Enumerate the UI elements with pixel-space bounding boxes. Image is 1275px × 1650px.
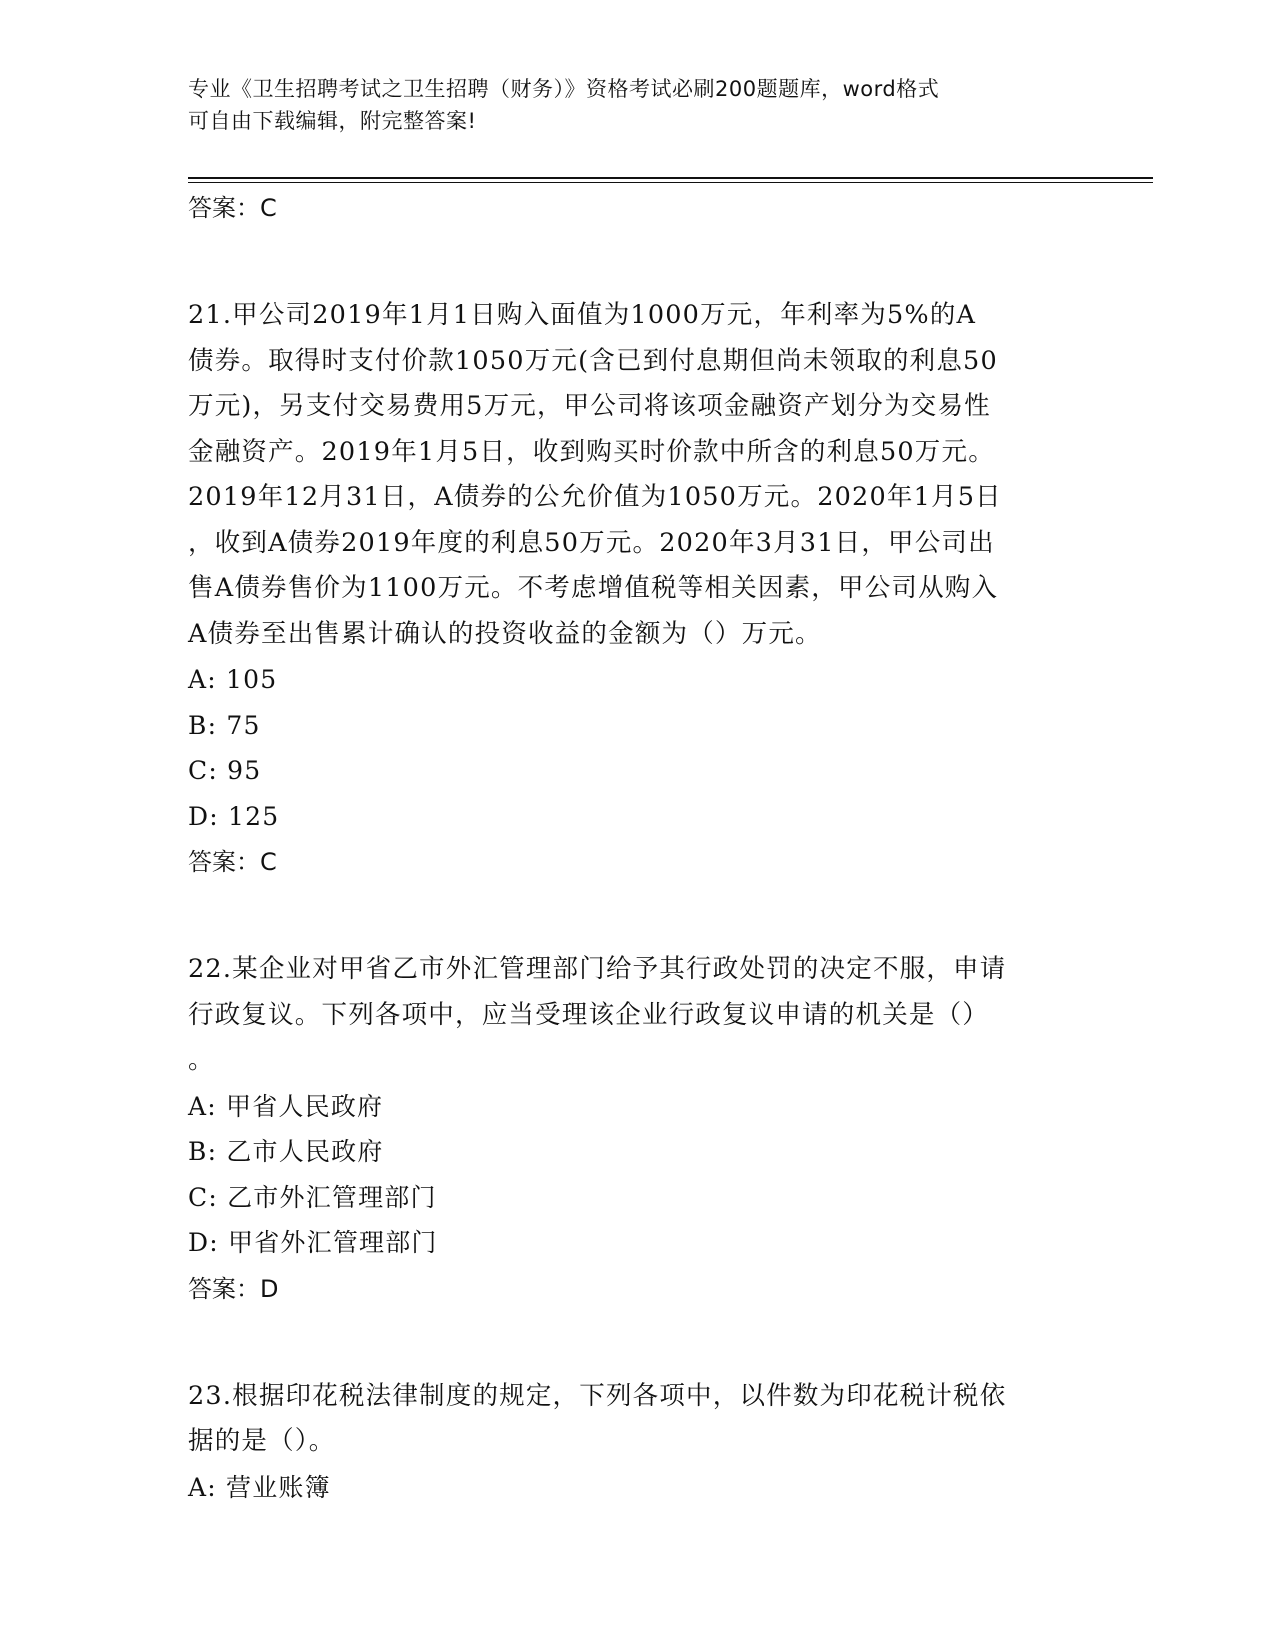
question-21: [188, 293, 1088, 885]
question-text-line: ，收到A债券2019年度的利息50万元。2020年3月31日，甲公司出: [188, 527, 995, 558]
option-c: C: 乙市外汇管理部门: [188, 1182, 437, 1212]
question-text-line: A债券至出售累计确认的投资收益的金额为（）万元。: [188, 618, 822, 649]
option-d: D: 甲省外汇管理部门: [188, 1228, 438, 1257]
question-text-line: 售A债券售价为1100万元。不考虑增值税等相关因素，甲公司从购入: [188, 573, 999, 603]
question-text-line: 22.某企业对甲省乙市外汇管理部门给予其行政处罚的决定不服，申请: [188, 954, 1007, 984]
option-d: D: 125: [188, 801, 280, 831]
option-a: A: 105: [188, 665, 278, 694]
answer-line: 答案：C: [188, 194, 277, 222]
header-line-1: 专业《卫生招聘考试之卫生招聘（财务）》资格考试必刷200题题库，word格式: [188, 77, 940, 101]
header-divider-thick: [188, 177, 1153, 179]
question-text-line: 据的是（）。: [188, 1426, 336, 1456]
option-a: A: 甲省人民政府: [188, 1091, 384, 1121]
document-body: [188, 185, 1088, 1510]
option-b: B: 乙市人民政府: [188, 1137, 384, 1166]
option-a: A: 营业账簿: [188, 1472, 331, 1502]
question-text-line: 债券。取得时支付价款1050万元(含已到付息期但尚未领取的利息50: [188, 345, 998, 376]
question-23: [188, 1374, 1088, 1511]
answer-line: 答案：C: [188, 848, 277, 876]
question-text-line: 金融资产。2019年1月5日，收到购买时价款中所含的利息50万元。: [188, 436, 995, 467]
question-text-line: 21.甲公司2019年1月1日购入面值为1000万元，年利率为5%的A: [188, 300, 977, 330]
question-text-line: 行政复议。下列各项中，应当受理该企业行政复议申请的机关是（）: [188, 999, 990, 1030]
question-text-line: 23.根据印花税法律制度的规定，下列各项中，以件数为印花税计税依: [188, 1380, 1007, 1411]
question-22: [188, 947, 1088, 1312]
option-c: C: 95: [188, 756, 262, 785]
document-header: [188, 73, 1068, 137]
question-text-line: 2019年12月31日，A债券的公允价值为1050万元。2020年1月5日: [188, 482, 1002, 512]
header-line-2: 可自由下载编辑，附完整答案!: [188, 109, 477, 133]
question-text-line: 万元)，另支付交易费用5万元，甲公司将该项金融资产划分为交易性: [188, 391, 991, 421]
question-text-line: 。: [188, 1045, 215, 1075]
header-divider-thin: [188, 182, 1153, 183]
answer-line: 答案：D: [188, 1274, 279, 1303]
option-b: B: 75: [188, 710, 261, 740]
